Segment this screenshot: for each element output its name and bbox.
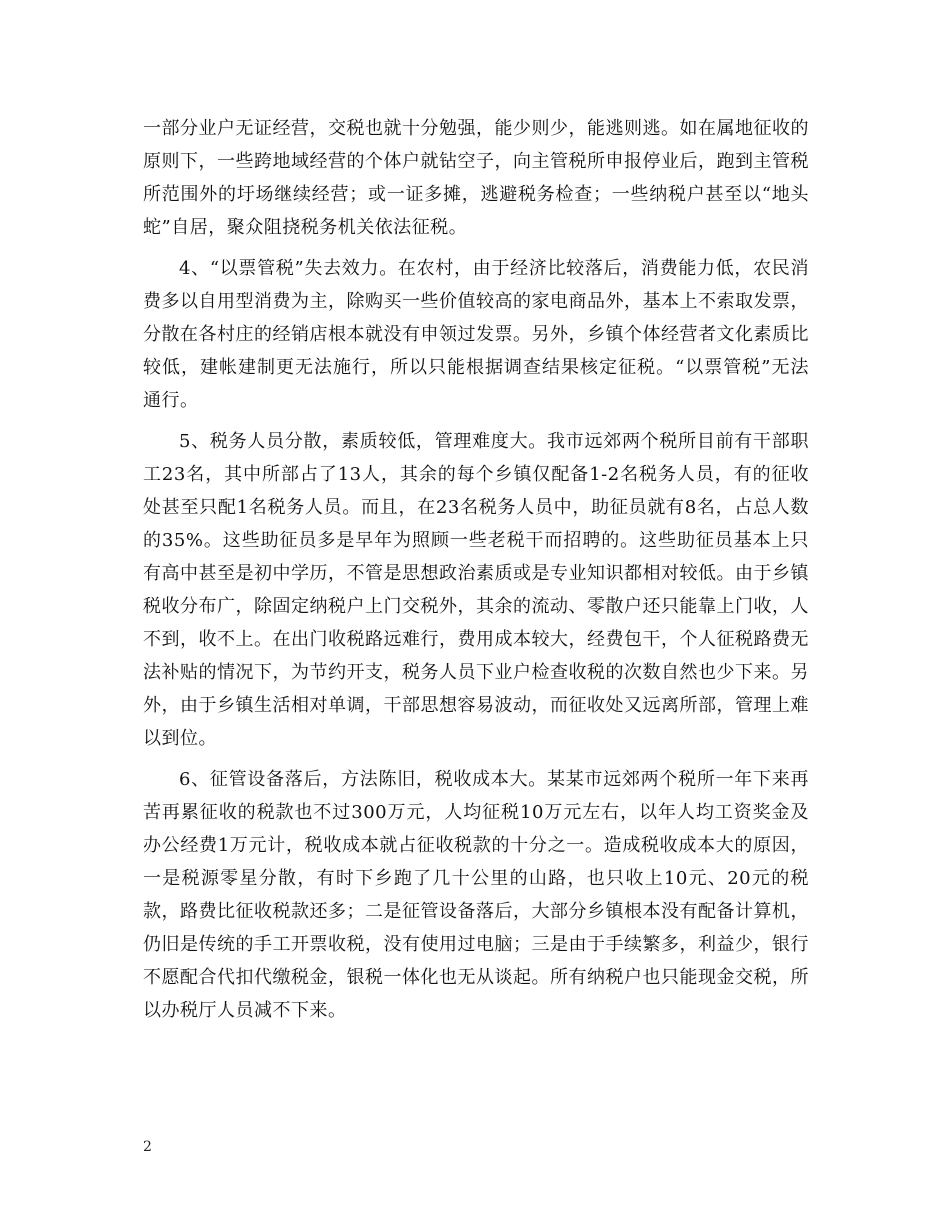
paragraph-item-5: 5、税务人员分散，素质较低，管理难度大。我市远郊两个税所目前有干部职工23名，其中所部占了13人，其余的每个乡镇仅配备1-2名税务人员，有的征收处甚至只配1名税务人员。而且，在23名税务人员中，助征员就有8名，占总人数的35%。这些助征员多是早年为照顾一些老税干而招聘的。这些助征员基本上只有高中甚至是初中学历，不管是思想政治素质或是专业知识都相对较低。由于乡镇税收分布广，除固定纳税户上门交税外，其余的流动、零散户还只能靠上门收，人不到，收不上。在出门收税路远难行，费用成本较大，经费包干，个人征税路费无法补贴的情况下，为节约开支，税务人员下业户检查收税的次数自然也少下来。另外，由于乡镇生活相对单调，干部思想容易波动，而征收处又远离所部，管理上难以到位。 xyxy=(143,431,809,749)
paragraph-item-6: 6、征管设备落后，方法陈旧，税收成本大。某某市远郊两个税所一年下来再苦再累征收的税款也不过300万元，人均征税10万元左右，以年人均工资奖金及办公经费1万元计，税收成本就占征收税款的十分之一。造成税收成本大的原因，一是税源零星分散，有时下乡跑了几十公里的山路，也只收上10元、20元的税款，路费比征收税款还多；二是征管设备落后，大部分乡镇根本没有配备计算机，仍旧是传统的手工开票收税，没有使用过电脑；三是由于手续繁多，利益少，银行不愿配合代扣代缴税金，银税一体化也无从谈起。所有纳税户也只能现金交税，所以办税厅人员减不下来。 xyxy=(143,769,809,1021)
paragraph-item-4: 4、“以票管税”失去效力。在农村，由于经济比较落后，消费能力低，农民消费多以自用型消费为主，除购买一些价值较高的家电商品外，基本上不索取发票，分散在各村庄的经销店根本就没有申领过发票。另外，乡镇个体经营者文化素质比较低，建帐建制更无法施行，所以只能根据调查结果核定征税。“以票管税”无法通行。 xyxy=(143,258,809,411)
page-number: 2 xyxy=(143,1139,152,1155)
body-text xyxy=(143,112,809,1027)
paragraph-continuation: 一部分业户无证经营，交税也就十分勉强，能少则少，能逃则逃。如在属地征收的原则下，一些跨地域经营的个体户就钻空子，向主管税所申报停业后，跑到主管税所范围外的圩场继续经营；或一证多摊，逃避税务检查；一些纳税户甚至以“地头蛇”自居，聚众阻挠税务机关依法征税。 xyxy=(143,118,809,238)
